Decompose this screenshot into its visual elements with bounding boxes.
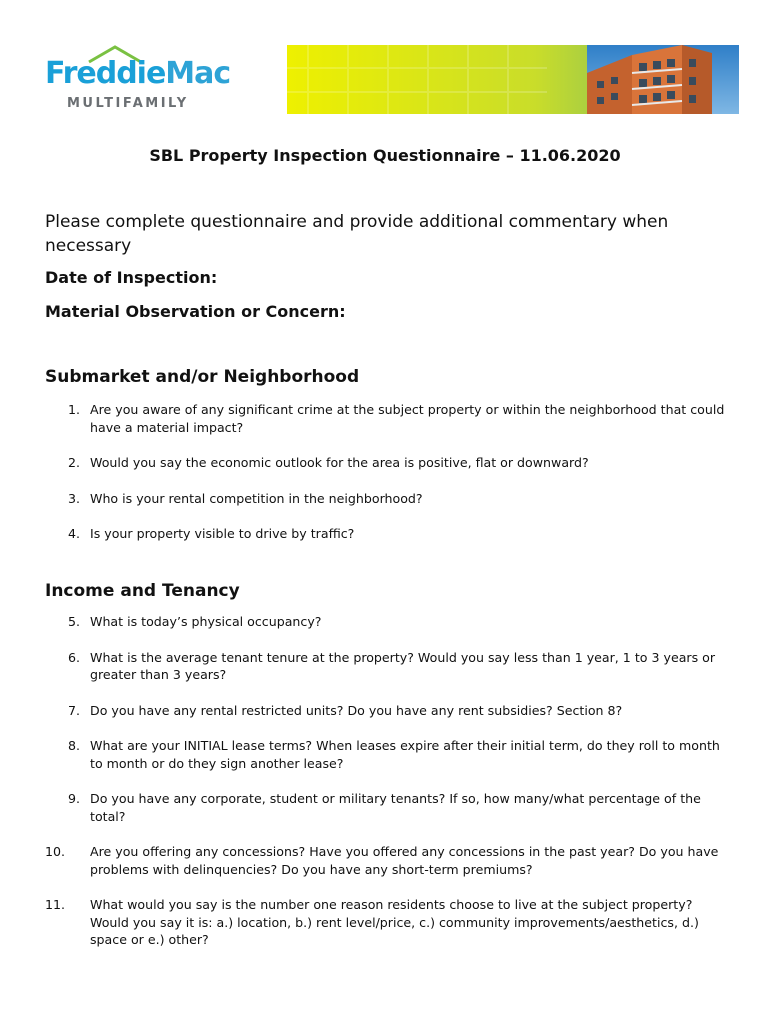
question-item xyxy=(45,896,735,949)
question-item xyxy=(45,401,735,436)
question-text: What are your INITIAL lease terms? When leases expire after their initial term, do they roll to month to month or do they sign another lease? xyxy=(90,738,720,771)
question-text: What is the average tenant tenure at the property? Would you say less than 1 year, 1 to 3 years or greater than 3 years? xyxy=(90,649,716,682)
question-number: 3. xyxy=(68,490,81,506)
question-text: Is your property visible to drive by traffic? xyxy=(90,526,355,541)
question-number: 8. xyxy=(68,738,81,753)
question-text: Who is your rental competition in the neighborhood? xyxy=(90,490,423,506)
question-text: Do you have any corporate, student or military tenants? If so, how many/what percentage of the total? xyxy=(90,791,701,824)
question-number: 6. xyxy=(68,649,81,665)
question-number: 11. xyxy=(45,897,66,912)
question-text: Are you aware of any significant crime at the subject property or within the neighborhood that could have a material impact? xyxy=(90,402,725,435)
question-item xyxy=(45,613,735,631)
question-item xyxy=(45,490,735,508)
question-item xyxy=(45,790,735,825)
question-number: 5. xyxy=(68,614,81,629)
question-item xyxy=(45,843,735,878)
question-item xyxy=(45,649,735,684)
question-item xyxy=(45,525,735,543)
question-item xyxy=(45,702,735,720)
question-text: What would you say is the number one reason residents choose to live at the subject property? Would you say it is: a.) location, b.) rent level/price, c.) community improvements/aesthetics, d.) space or e.) other? xyxy=(90,897,699,947)
page-title: SBL Property Inspection Questionnaire – 11.06.2020 xyxy=(149,146,621,165)
logo-word-mac: Mac xyxy=(165,56,231,91)
freddie-mac-logo xyxy=(45,44,245,116)
date-of-inspection-label: Date of Inspection: xyxy=(45,268,218,287)
question-number: 10. xyxy=(45,844,66,859)
logo-subtitle: MULTIFAMILY xyxy=(67,96,189,111)
question-text: Would you say the economic outlook for the area is positive, flat or downward? xyxy=(90,455,589,470)
instructions-text: Please complete questionnaire and provide additional commentary when necessary xyxy=(45,212,669,256)
question-number: 4. xyxy=(68,526,81,541)
question-number: 2. xyxy=(68,455,81,470)
question-number: 9. xyxy=(68,791,81,806)
banner-building-illustration xyxy=(287,45,739,114)
question-text: What is today’s physical occupancy? xyxy=(90,614,322,629)
question-list-income-tenancy xyxy=(45,613,735,967)
header-banner-image xyxy=(287,45,739,114)
section-heading-submarket: Submarket and/or Neighborhood xyxy=(45,367,360,387)
section-heading-income-tenancy: Income and Tenancy xyxy=(45,581,240,601)
question-text: Do you have any rental restricted units? Do you have any rent subsidies? Section 8? xyxy=(90,702,623,718)
question-number: 7. xyxy=(68,702,81,718)
question-list-submarket xyxy=(45,401,735,561)
question-item xyxy=(45,454,735,472)
material-observation-label: Material Observation or Concern: xyxy=(45,302,346,321)
logo-wordmark xyxy=(45,54,230,94)
question-text: Are you offering any concessions? Have you offered any concessions in the past year? Do you have problems with delinquencies? Do you have any short-term premiums? xyxy=(90,844,719,877)
question-number: 1. xyxy=(68,402,81,417)
logo-word-freddie: Freddie xyxy=(45,56,166,91)
question-item xyxy=(45,737,735,772)
